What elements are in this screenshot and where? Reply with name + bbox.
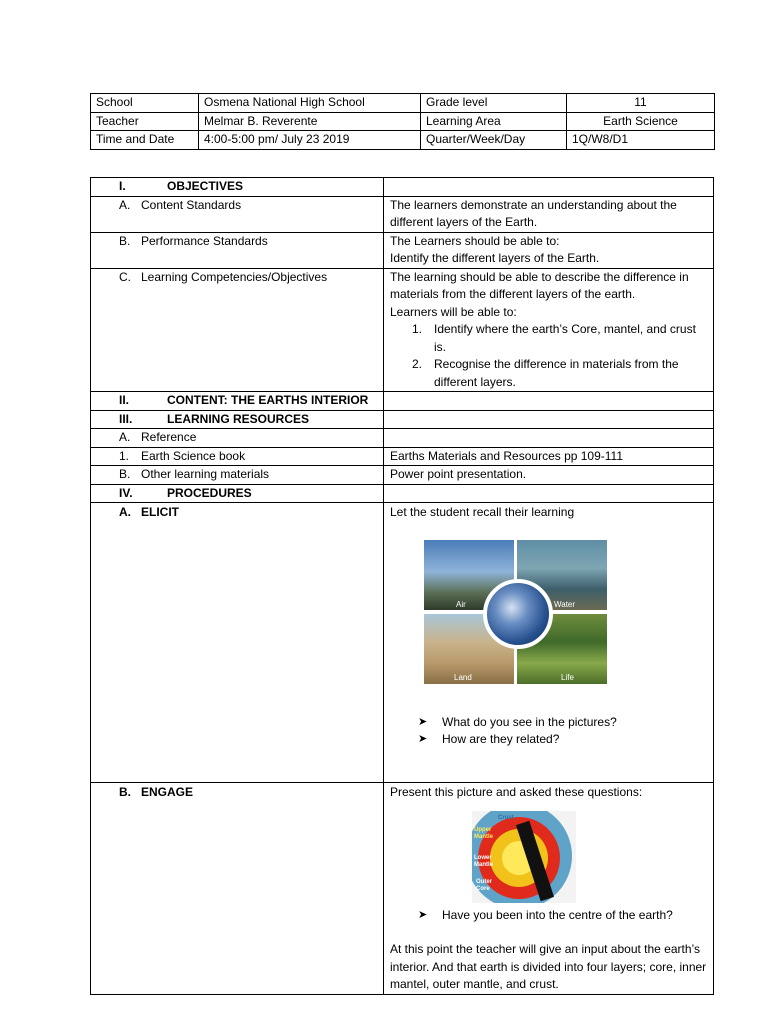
row-label	[91, 268, 384, 392]
section-number: III.	[119, 411, 133, 426]
item-letter: B.	[119, 233, 131, 248]
row-content	[91, 392, 714, 411]
header-value: Osmena National High School	[199, 94, 421, 113]
performance-standards-text	[384, 232, 714, 268]
empty-cell	[384, 410, 714, 429]
objective-item	[412, 321, 707, 356]
item-label: Reference	[141, 430, 197, 444]
objective-text: Recognise the difference in materials from the different layers.	[434, 357, 679, 389]
engage-questions	[390, 907, 707, 925]
item-label: Performance Standards	[141, 233, 268, 248]
row-book	[91, 447, 714, 466]
header-label: Learning Area	[421, 112, 567, 131]
question-item	[418, 731, 707, 749]
lower-mantle-label: Lower Mantle	[474, 854, 494, 868]
engage-closing-text: At this point the teacher will give an input about the earth’s interior. And that earth is divided into four layers; core, inner mantel, outer mantle, and crust.	[390, 942, 707, 991]
row-competencies	[91, 268, 714, 392]
empty-cell	[384, 429, 714, 448]
item-letter: A.	[119, 197, 131, 212]
header-label: School	[91, 94, 199, 113]
upper-mantle-label: Upper Mantle	[474, 826, 494, 840]
item-letter: B.	[119, 785, 131, 799]
water-label: Water	[554, 599, 576, 609]
life-label: Life	[561, 672, 574, 682]
section-title: OBJECTIVES	[167, 179, 244, 193]
land-label: Land	[454, 672, 472, 682]
objective-number: 1.	[412, 322, 423, 336]
item-letter: A.	[119, 505, 131, 519]
row-label	[91, 196, 384, 232]
row-label	[91, 466, 384, 485]
item-label: ELICIT	[141, 505, 179, 519]
section-heading	[91, 178, 384, 197]
item-letter: C.	[119, 269, 131, 284]
competencies-intro: The learning should be able to describe the difference in materials from the different layers of the earth.	[390, 269, 689, 301]
objective-item	[412, 356, 707, 391]
row-engage	[91, 783, 714, 995]
item-number: 1.	[119, 448, 130, 463]
row-label	[91, 783, 384, 995]
earth-systems-image	[424, 540, 608, 684]
header-value: 11	[567, 94, 715, 113]
objective-text: Identify where the earth’s Core, mantel, and crust is.	[434, 322, 696, 354]
section-heading	[91, 410, 384, 429]
row-label	[91, 232, 384, 268]
performance-line: The Learners should be able to:	[390, 233, 560, 248]
row-label	[91, 503, 384, 783]
outer-core-label: Outer Core	[476, 878, 493, 892]
question-text: How are they related?	[442, 732, 560, 746]
elicit-instruction: Let the student recall their learning	[390, 505, 575, 519]
row-label	[91, 447, 384, 466]
lesson-plan-table	[90, 177, 714, 995]
row-elicit	[91, 503, 714, 783]
row-performance-standards	[91, 232, 714, 268]
header-label: Teacher	[91, 112, 199, 131]
arrowhead-bullet-icon: ➤	[418, 908, 428, 921]
header-row-teacher	[91, 112, 715, 131]
item-letter: A.	[119, 430, 131, 444]
section-title: PROCEDURES	[167, 485, 252, 500]
empty-cell	[384, 392, 714, 411]
header-label: Grade level	[421, 94, 567, 113]
empty-cell	[384, 484, 714, 503]
section-title: CONTENT: THE EARTHS INTERIOR	[167, 393, 369, 407]
row-label	[91, 429, 384, 448]
earth-interior-image	[472, 811, 576, 903]
item-label: Earth Science book	[141, 448, 246, 463]
performance-line: Identify the different layers of the Earth.	[390, 251, 600, 265]
competencies-lead: Learners will be able to:	[390, 304, 517, 319]
arrowhead-bullet-icon: ➤	[418, 715, 428, 728]
question-item	[418, 907, 707, 925]
globe-icon	[483, 579, 553, 649]
objective-list	[390, 321, 707, 391]
row-other-materials	[91, 466, 714, 485]
section-heading	[91, 392, 384, 411]
elicit-content	[384, 503, 714, 783]
arrowhead-bullet-icon: ➤	[418, 733, 428, 745]
header-row-school	[91, 94, 715, 113]
elicit-questions	[390, 714, 707, 749]
section-heading	[91, 484, 384, 503]
other-materials-text: Power point presentation.	[384, 466, 714, 485]
item-letter: B.	[119, 467, 131, 481]
section-number: I.	[119, 179, 126, 193]
empty-cell	[384, 178, 714, 197]
header-label: Quarter/Week/Day	[421, 131, 567, 150]
lesson-header-table	[90, 93, 715, 150]
header-value: 1Q/W8/D1	[567, 131, 715, 150]
item-label: Learning Competencies/Objectives	[141, 269, 328, 284]
header-label: Time and Date	[91, 131, 199, 150]
row-procedures	[91, 484, 714, 503]
question-item	[418, 714, 707, 732]
question-text: Have you been into the centre of the earth?	[442, 907, 673, 922]
section-number: IV.	[119, 485, 133, 500]
header-value: Earth Science	[567, 112, 715, 131]
objective-number: 2.	[412, 357, 423, 371]
header-row-time	[91, 131, 715, 150]
crust-label: Crust	[498, 814, 514, 821]
engage-content	[384, 783, 714, 995]
section-title: LEARNING RESOURCES	[167, 411, 310, 426]
row-reference	[91, 429, 714, 448]
question-text: What do you see in the pictures?	[442, 714, 617, 729]
section-number: II.	[119, 393, 130, 407]
item-label: Content Standards	[141, 197, 242, 212]
row-objectives	[91, 178, 714, 197]
competencies-text	[384, 268, 714, 392]
engage-instruction: Present this picture and asked these questions:	[390, 785, 643, 799]
item-label: ENGAGE	[141, 785, 194, 799]
item-label: Other learning materials	[141, 467, 270, 481]
header-value: Melmar B. Reverente	[199, 112, 421, 131]
book-reference-text: Earths Materials and Resources pp 109-111	[384, 447, 714, 466]
header-value: 4:00-5:00 pm/ July 23 2019	[199, 131, 421, 150]
air-label: Air	[456, 599, 466, 609]
content-standards-text: The learners demonstrate an understanding about the different layers of the Earth.	[384, 196, 714, 232]
row-content-standards	[91, 196, 714, 232]
row-resources	[91, 410, 714, 429]
